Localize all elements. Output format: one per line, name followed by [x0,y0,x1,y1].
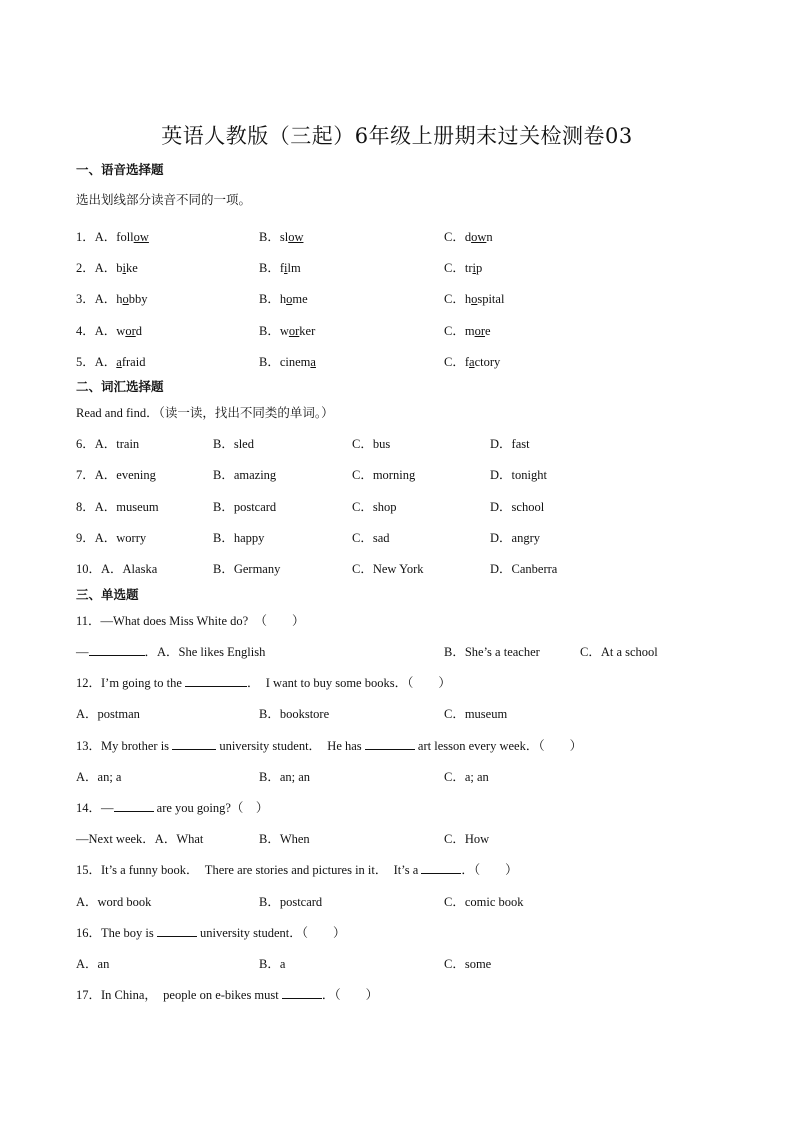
answer-blank [282,987,322,999]
question-11-line2 [76,642,265,660]
q12-stem-post: ． I want to buy some books．（ ） [247,676,451,690]
section-heading-2: 二、词汇选择题 [76,379,164,394]
section-instruction-1: 选出划线部分读音不同的一项。 [76,193,252,207]
question-10-option-a: 10．A．Alaska [76,562,158,576]
option-prefix: 3．A． [76,292,117,306]
question-9-option-d: D．angry [490,531,540,545]
question-7-option-b: B．amazing [213,468,277,482]
q14-option-b: B．When [259,832,310,846]
question-15-stem [76,860,518,878]
underlined-letters: ow [133,230,149,244]
q15-stem-post: ．（ ） [461,863,518,877]
word-part: f [464,355,470,369]
underlined-letters: o [122,292,129,306]
question-3-option-b [259,289,308,307]
section-heading-1: 一、语音选择题 [76,162,164,177]
question-9-option-a: 9．A．worry [76,531,147,545]
page-title: 英语人教版（三起）6年级上册期末过关检测卷03 [161,124,633,148]
option-prefix: B． [259,324,280,338]
answer-blank [157,925,197,937]
option-prefix: C． [444,261,465,275]
question-4-option-b [259,321,315,339]
word-part: f [279,261,285,275]
answer-blank [185,675,247,687]
question-5-option-a [76,352,145,370]
option-prefix: 2．A． [76,261,117,275]
word-part: ctory [474,355,501,369]
question-5-option-c [444,352,500,370]
word-part: me [292,292,308,306]
q16-option-b: B．a [259,957,286,971]
answer-blank [365,738,415,750]
question-12-stem [76,673,451,691]
answer-blank [421,862,461,874]
word-part: d [135,324,142,338]
word-part: tr [464,261,473,275]
question-7-option-a: 7．A．evening [76,468,156,482]
word-part: b [116,261,123,275]
q15-stem-pre: 15．It’s a funny book． There are stories and pictures in it． It’s a [76,863,422,877]
word-part: h [116,292,123,306]
question-6-option-c: C．bus [352,437,391,451]
underlined-letters: i [472,261,476,275]
word-part: spital [477,292,505,306]
q13-stem-pre: 13．My brother is [76,739,173,753]
question-1-option-b [259,227,303,245]
q14-stem-pre: 14．— [76,801,114,815]
option-prefix: B． [259,230,280,244]
question-10-option-b: B．Germany [213,562,281,576]
question-3-option-a [76,289,148,307]
underlined-letters: i [284,261,288,275]
q16-option-a: A．an [76,957,110,971]
word-part: e [485,324,491,338]
question-1-option-c [444,227,493,245]
question-2-option-b [259,258,301,276]
underlined-letters: o [286,292,293,306]
q13-stem-post: art lesson every week．（ ） [414,739,583,753]
q12-stem-pre: 12．I’m going to the [76,676,186,690]
question-3-option-c [444,289,504,307]
q12-option-c: C．museum [444,707,508,721]
underlined-letters: or [474,324,485,338]
question-14-stem [76,798,268,816]
question-4-option-a [76,321,142,339]
word-part: w [116,324,126,338]
q12-option-b: B．bookstore [259,707,330,721]
question-10-option-d: D．Canberra [490,562,558,576]
underlined-letters: a [116,355,122,369]
q13-option-a: A．an; a [76,770,122,784]
q11-dash: — [76,645,89,659]
answer-blank [172,738,216,750]
question-13-stem [76,736,582,754]
question-9-option-c: C．sad [352,531,390,545]
question-7-option-c: C．morning [352,468,416,482]
option-prefix: B． [259,355,280,369]
word-part: fraid [121,355,146,369]
word-part: bby [128,292,148,306]
q17-stem-pre: 17．In China， people on e-bikes must [76,988,282,1002]
q17-stem-post: ．（ ） [321,988,379,1002]
option-prefix: 1．A． [76,230,117,244]
question-11-stem: 11．—What does Miss White do? （ ） [76,614,305,628]
q11-option-c: C．At a school [580,645,658,659]
q14-option-a: —Next week．A．What [76,832,204,846]
q14-option-c: C．How [444,832,490,846]
q11-option-b: B．She’s a teacher [444,645,540,659]
underlined-letters: i [122,261,127,275]
q15-option-b: B．postcard [259,895,323,909]
question-7-option-d: D．tonight [490,468,547,482]
q13-option-c: C．a; an [444,770,489,784]
section-instruction-2: Read and find．（读一读，找出不同类的单词。） [76,406,334,420]
question-5-option-b [259,352,316,370]
option-prefix: C． [444,324,465,338]
question-2-option-a [76,258,138,276]
q14-stem-post: are you going?（ ） [153,801,269,815]
word-part: d [464,230,472,244]
question-17-stem [76,985,378,1003]
underlined-letters: or [125,324,136,338]
q16-option-c: C．some [444,957,492,971]
word-part: n [486,230,493,244]
question-8-option-b: B．postcard [213,500,277,514]
underlined-letters: or [288,324,300,338]
q13-stem-mid: university student． He has [216,739,365,753]
q11-option-a: ．A．She likes English [144,645,266,659]
option-prefix: B． [259,292,280,306]
underlined-letters: ow [471,230,487,244]
word-part: cinem [279,355,311,369]
underlined-letters: a [469,355,475,369]
question-16-stem [76,923,346,941]
word-part: ke [126,261,138,275]
q13-option-b: B．an; an [259,770,311,784]
word-part: h [464,292,472,306]
word-part: sl [279,230,289,244]
q15-option-a: A．word book [76,895,152,909]
q12-option-a: A．postman [76,707,140,721]
question-4-option-c [444,321,491,339]
underlined-letters: ow [288,230,304,244]
option-prefix: C． [444,292,465,306]
answer-blank [114,800,154,812]
word-part: ker [299,324,316,338]
section-heading-3: 三、单选题 [76,587,139,602]
word-part: h [279,292,287,306]
word-part: p [475,261,483,275]
question-2-option-c [444,258,482,276]
question-1-option-a [76,227,149,245]
question-8-option-c: C．shop [352,500,397,514]
question-6-option-a: 6．A．train [76,437,140,451]
word-part: lm [287,261,301,275]
word-part: m [464,324,475,338]
option-prefix: C． [444,230,465,244]
question-6-option-b: B．sled [213,437,254,451]
underlined-letters: a [310,355,316,369]
answer-blank [89,644,145,656]
q16-stem-post: university student．（ ） [196,926,346,940]
q16-stem-pre: 16．The boy is [76,926,157,940]
option-prefix: 4．A． [76,324,117,338]
question-10-option-c: C．New York [352,562,424,576]
word-part: w [279,324,289,338]
q15-option-c: C．comic book [444,895,524,909]
option-prefix: B． [259,261,280,275]
question-8-option-d: D．school [490,500,545,514]
option-prefix: C． [444,355,465,369]
question-9-option-b: B．happy [213,531,265,545]
option-prefix: 5．A． [76,355,117,369]
question-8-option-a: 8．A．museum [76,500,159,514]
word-part: foll [116,230,134,244]
question-6-option-d: D．fast [490,437,530,451]
underlined-letters: o [471,292,478,306]
